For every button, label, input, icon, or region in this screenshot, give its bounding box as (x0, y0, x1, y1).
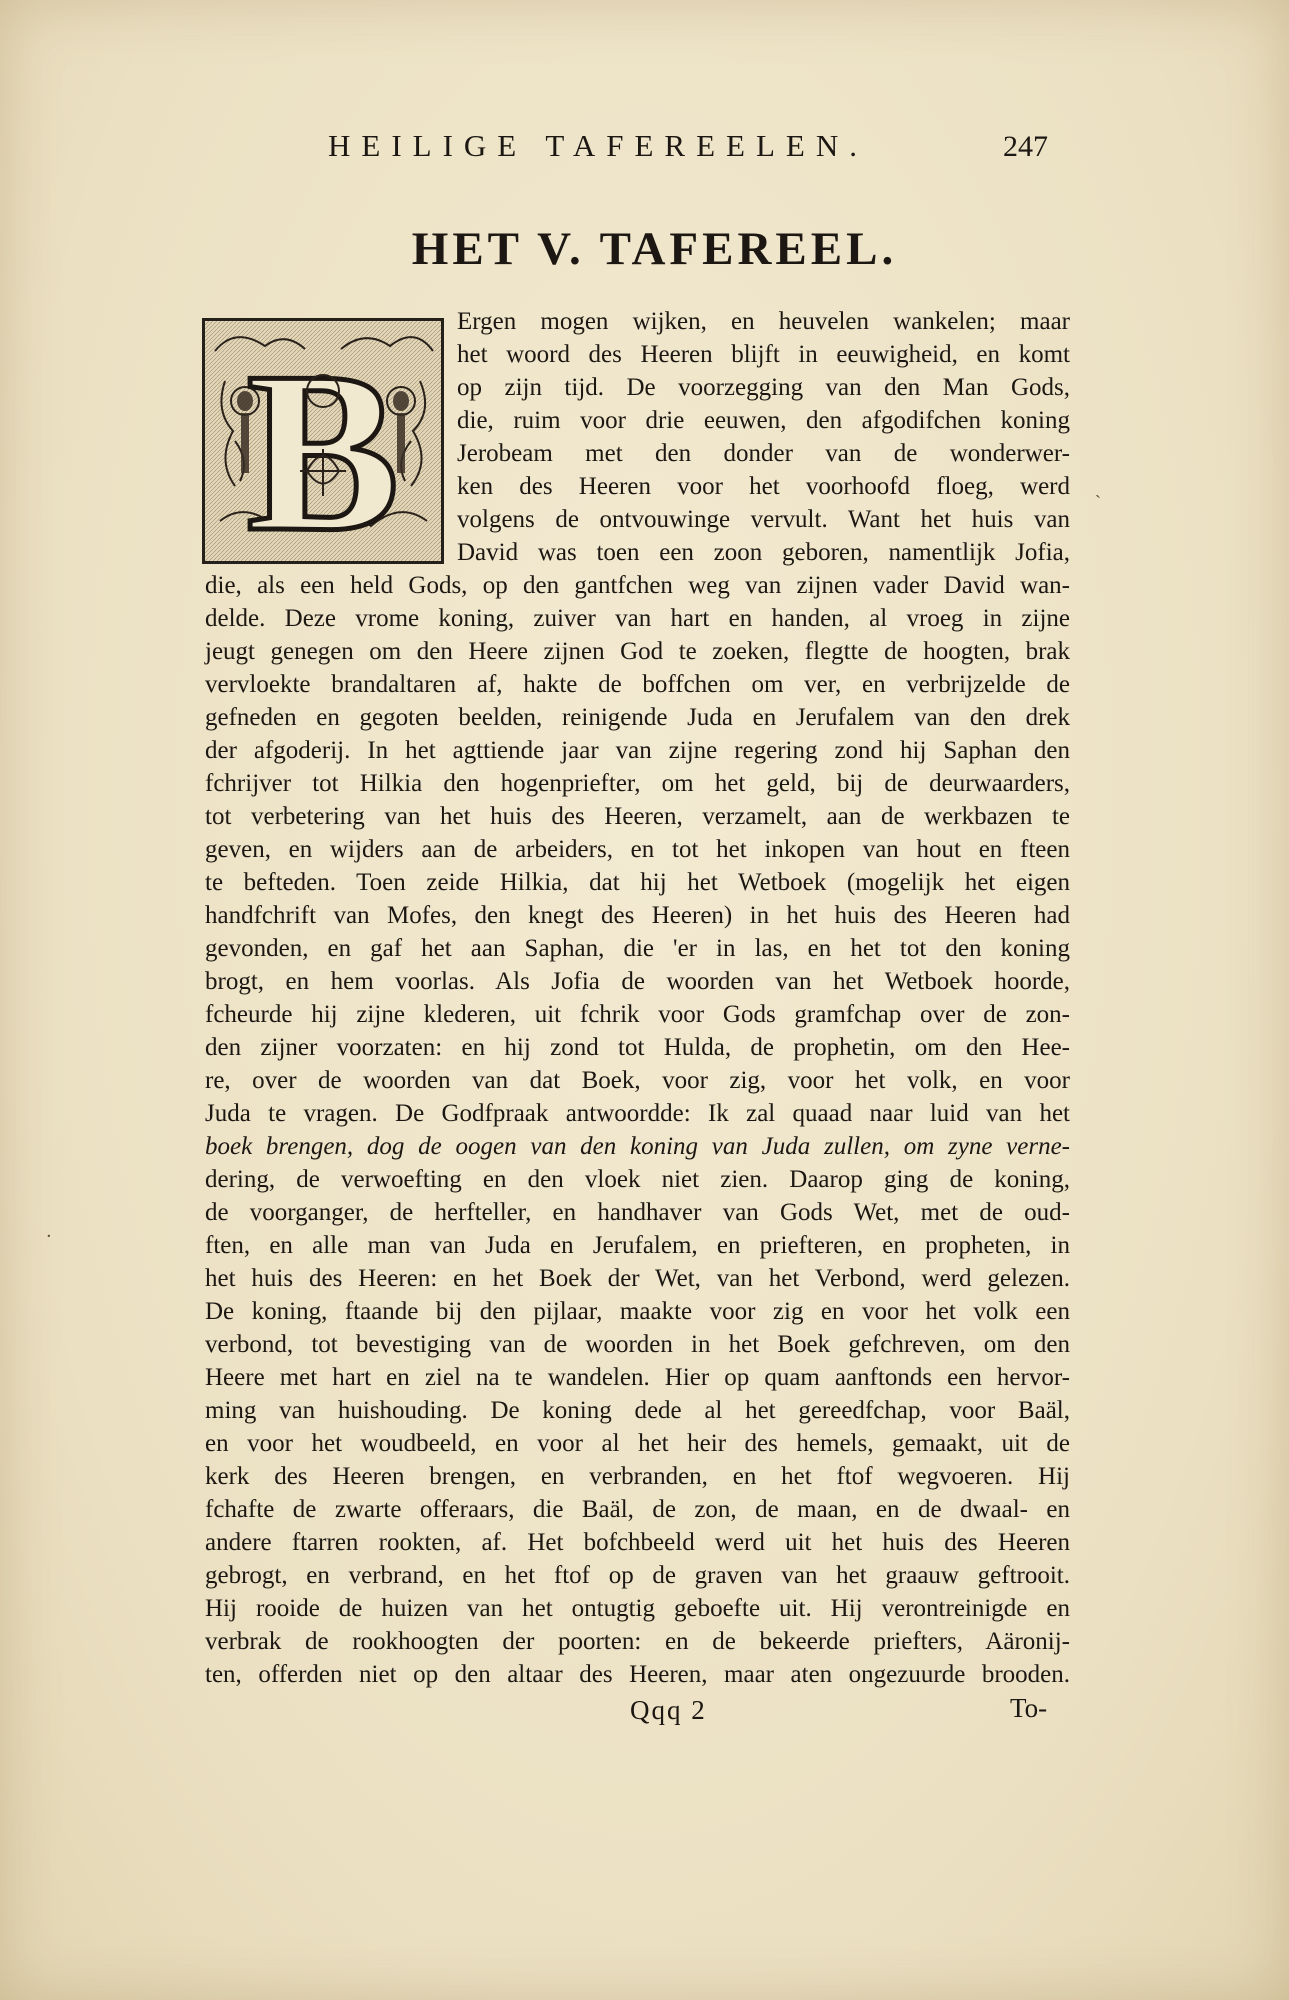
running-title: HEILIGE TAFEREELEN. (328, 128, 868, 163)
text-line: de voorganger, de herfteller, en handhaver van Gods Wet, met de oud- (205, 1199, 1070, 1226)
text-line: die, ruim voor drie eeuwen, den afgodifchen koning (457, 407, 1070, 434)
text-line: gebrogt, en verbrand, en het ftof op de graven van het graauw geftrooit. (205, 1562, 1070, 1589)
ornamental-initial-illustration (205, 321, 441, 561)
text-line: ften, en alle man van Juda en Jerufalem, en priefteren, en propheten, in (205, 1232, 1070, 1259)
text-line: op zijn tijd. De voorzegging van den Man Gods, (457, 374, 1070, 401)
text-line: dering, de verwoefting en den vloek niet zien. Daarop ging de koning, (205, 1166, 1070, 1193)
text-line: vervloekte brandaltaren af, hakte de boffchen om ver, en verbrijzelde de (205, 671, 1070, 698)
ink-speck: ˎ (1095, 478, 1101, 499)
text-line: Ergen mogen wijken, en heuvelen wankelen; maar (457, 308, 1070, 335)
text-line: het woord des Heeren blijft in eeuwigheid, en komt (457, 341, 1070, 368)
text-line: boek brengen, dog de oogen van den koning van Juda zullen, om zyne verne- (205, 1133, 1070, 1160)
text-line: De koning, ftaande bij den pijlaar, maakte voor zig en voor het volk een (205, 1298, 1070, 1325)
text-line: jeugt genegen om den Heere zijnen God te zoeken, flegtte de hoogten, brak (205, 638, 1070, 665)
text-line: delde. Deze vrome koning, zuiver van hart en handen, al vroeg in zijne (205, 605, 1070, 632)
chapter-title: HET V. TAFEREEL. (411, 223, 898, 275)
text-line: het huis des Heeren: en het Boek der Wet, van het Verbond, werd gelezen. (205, 1265, 1070, 1292)
running-head (0, 128, 1289, 168)
decorated-initial-b (202, 318, 444, 564)
text-line: ten, offerden niet op den altaar des Heeren, maar aten ongezuurde brooden. (205, 1661, 1070, 1688)
signature-mark: Qqq 2 (630, 1695, 707, 1725)
text-line: gevonden, en gaf het aan Saphan, die 'er in las, en het tot den koning (205, 935, 1070, 962)
text-line: gefneden en gegoten beelden, reinigende Juda en Jerufalem van den drek (205, 704, 1070, 731)
text-line: brogt, en hem voorlas. Als Jofia de woorden van het Wetboek hoorde, (205, 968, 1070, 995)
text-line: fchrijver tot Hilkia den hogenpriefter, om het geld, bij de deurwaarders, (205, 770, 1070, 797)
text-line: tot verbetering van het huis des Heeren, verzamelt, aan de werkbazen te (205, 803, 1070, 830)
text-line: die, als een held Gods, op den gantfchen weg van zijnen vader David wan- (205, 572, 1070, 599)
text-line: Juda te vragen. De Godfpraak antwoordde: Ik zal quaad naar luid van het (205, 1100, 1070, 1127)
text-line: ken des Heeren voor het voorhoofd floeg, werd (457, 473, 1070, 500)
text-line: ming van huishouding. De koning dede al het gereedfchap, voor Baäl, (205, 1397, 1070, 1424)
ink-speck: · (46, 1226, 52, 1247)
text-line: verbrak de rookhoogten der poorten: en de bekeerde priefters, Aäronij- (205, 1628, 1070, 1655)
text-line: andere ftarren rookten, af. Het bofchbeeld werd uit het huis des Heeren (205, 1529, 1070, 1556)
text-line: verbond, tot bevestiging van de woorden in het Boek gefchreven, om den (205, 1331, 1070, 1358)
text-line: kerk des Heeren brengen, en verbranden, en het ftof wegvoeren. Hij (205, 1463, 1070, 1490)
text-line: re, over de woorden van dat Boek, voor zig, voor het volk, en voor (205, 1067, 1070, 1094)
text-line: Jerobeam met den donder van de wonderwer- (457, 440, 1070, 467)
text-line: en voor het woudbeeld, en voor al het heir des hemels, gemaakt, uit de (205, 1430, 1070, 1457)
text-line: handfchrift van Mofes, den knegt des Heeren) in het huis des Heeren had (205, 902, 1070, 929)
text-line: te befteden. Toen zeide Hilkia, dat hij het Wetboek (mogelijk het eigen (205, 869, 1070, 896)
text-line: den zijner voorzaten: en hij zond tot Hulda, de prophetin, om den Hee- (205, 1034, 1070, 1061)
drop-cap-letter: B (246, 324, 400, 561)
text-line: geven, en wijders aan de arbeiders, en tot het inkopen van hout en fteen (205, 836, 1070, 863)
text-line: fcheurde hij zijne klederen, uit fchrik voor Gods gramfchap over de zon- (205, 1001, 1070, 1028)
page-number: 247 (1003, 130, 1048, 163)
text-line: fchafte de zwarte offeraars, die Baäl, de zon, de maan, en de dwaal- en (205, 1496, 1070, 1523)
catchword: To- (1010, 1693, 1048, 1723)
text-line: Heere met hart en ziel na te wandelen. Hier op quam aanftonds een hervor- (205, 1364, 1070, 1391)
text-line: volgens de ontvouwinge vervult. Want het huis van (457, 506, 1070, 533)
text-line: der afgoderij. In het agttiende jaar van zijne regering zond hij Saphan den (205, 737, 1070, 764)
text-line: David was toen een zoon geboren, namentlijk Jofia, (457, 539, 1070, 566)
text-line: Hij rooide de huizen van het ontugtig geboefte uit. Hij verontreinigde en (205, 1595, 1070, 1622)
